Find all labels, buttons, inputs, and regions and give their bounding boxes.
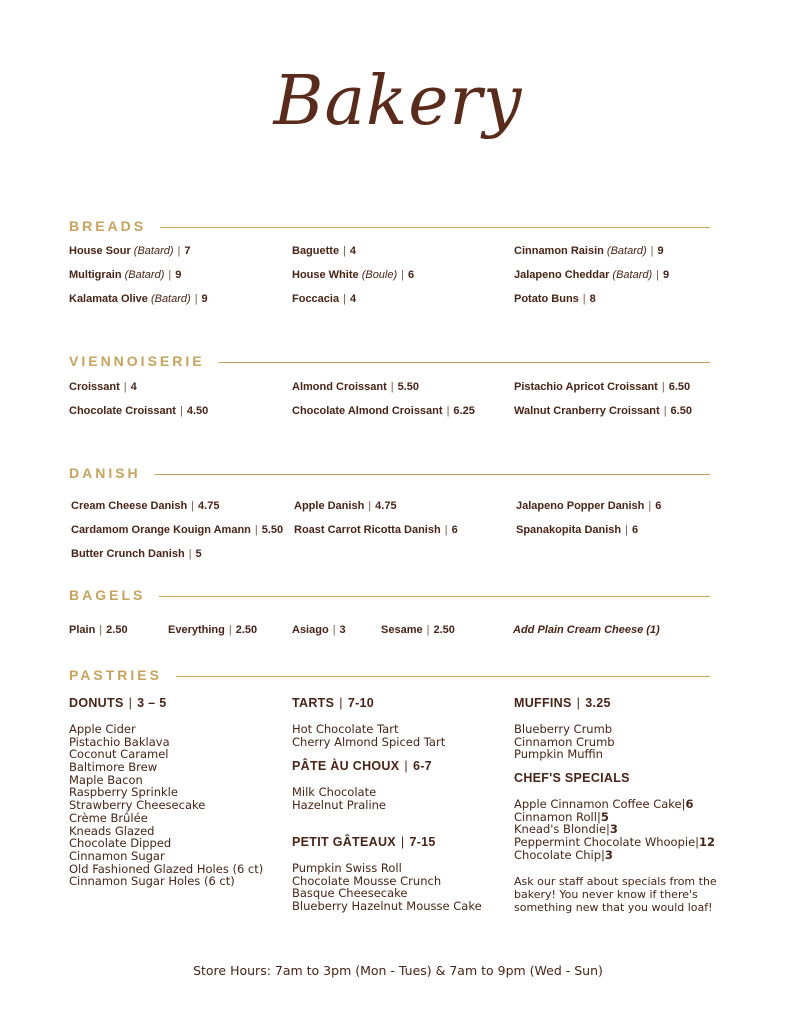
list-item: Hot Chocolate Tart [292,722,399,736]
list-item: Blueberry Crumb [514,722,613,736]
bagels-section-header [69,587,710,607]
donuts-subheading: DONUTS | 3 – 5 [69,696,167,710]
menu-item: Cinnamon Raisin (Batard) | 9 [514,245,664,257]
menu-item: Apple Danish | 4.75 [294,500,397,512]
menu-item: Multigrain (Batard) | 9 [69,269,182,281]
choux-list [292,786,386,811]
viennoiserie-section-header [69,353,710,373]
menu-item: Chocolate Almond Croissant | 6.25 [292,405,475,417]
specials-note: Ask our staff about specials from the bakery! You never know if there's something new that you would loaf! [514,875,717,914]
store-hours: Store Hours: 7am to 3pm (Mon - Tues) & 7am to 9pm (Wed - Sun) [193,963,603,978]
list-item: Maple Bacon [69,772,143,787]
list-item: Milk Chocolate [292,785,377,799]
list-item: Cinnamon Roll|5 [514,809,609,824]
list-item: Cinnamon Sugar [69,848,165,863]
list-item: Apple Cinnamon Coffee Cake|6 [514,797,694,811]
menu-item: Asiago | 3 [292,624,346,636]
pastries-section-header [69,667,710,687]
section-divider [69,474,710,475]
menu-item: Cardamom Orange Kouign Amann | 5.50 [71,524,284,536]
menu-item: Butter Crunch Danish | 5 [71,548,202,560]
tarts-list [292,723,445,748]
section-title: BREADS [69,218,160,234]
section-title: DANISH [69,465,155,481]
breads-section-header [69,218,710,238]
list-item: Hazelnut Praline [292,797,387,812]
list-item: Strawberry Cheesecake [69,798,206,813]
menu-item: Potato Buns | 8 [514,293,596,305]
menu-item: Jalapeno Popper Danish | 6 [516,500,662,512]
list-item: Old Fashioned Glazed Holes (6 ct) [69,861,264,876]
menu-item: Everything | 2.50 [168,624,258,636]
page-title: Bakery [273,62,523,141]
list-item: Pumpkin Muffin [514,747,603,762]
list-item: Coconut Caramel [69,747,169,762]
addon-note: Add Plain Cream Cheese (1) [513,624,660,636]
menu-item: House Sour (Batard) | 7 [69,245,191,257]
specials-subheading: CHEF'S SPECIALS [514,771,630,785]
menu-item: Sesame | 2.50 [381,624,455,636]
section-divider [69,227,710,228]
list-item: Chocolate Mousse Crunch [292,873,442,888]
list-item: Pumpkin Swiss Roll [292,861,402,875]
list-item: Cherry Almond Spiced Tart [292,734,446,749]
menu-item: Almond Croissant | 5.50 [292,381,420,393]
section-title: VIENNOISERIE [69,353,219,369]
list-item: Cinnamon Sugar Holes (6 ct) [69,874,235,889]
gateaux-subheading: PETIT GÂTEAUX | 7-15 [292,835,436,849]
menu-item: Kalamata Olive (Batard) | 9 [69,293,208,305]
list-item: Chocolate Chip|3 [514,847,613,862]
menu-item: Chocolate Croissant | 4.50 [69,405,209,417]
section-title: PASTRIES [69,667,176,683]
menu-item: Foccacia | 4 [292,293,357,305]
menu-item: Plain | 2.50 [69,624,128,636]
list-item: Baltimore Brew [69,760,158,775]
menu-item: Walnut Cranberry Croissant | 6.50 [514,405,692,417]
choux-subheading: PÂTE ÀU CHOUX | 6-7 [292,759,432,773]
gateaux-list [292,862,482,913]
list-item: Crème Brûlée [69,810,148,825]
list-item: Apple Cider [69,722,136,736]
list-item: Basque Cheesecake [292,886,408,901]
menu-item: Baguette | 4 [292,245,357,257]
list-item: Kneads Glazed [69,823,155,838]
list-item: Raspberry Sprinkle [69,785,178,800]
list-item: Chocolate Dipped [69,836,172,851]
donuts-list [69,723,263,888]
section-title: BAGELS [69,587,159,603]
muffins-list [514,723,615,761]
tarts-subheading: TARTS | 7-10 [292,696,375,710]
menu-item: Croissant | 4 [69,381,137,393]
menu-item: House White (Boule) | 6 [292,269,415,281]
list-item: Blueberry Hazelnut Mousse Cake [292,899,482,914]
danish-section-header [69,465,710,485]
list-item: Peppermint Chocolate Whoopie|12 [514,835,716,850]
list-item: Knead's Blondie|3 [514,822,618,837]
list-item: Pistachio Baklava [69,734,170,749]
menu-item: Jalapeno Cheddar (Batard) | 9 [514,269,670,281]
menu-item: Pistachio Apricot Croissant | 6.50 [514,381,691,393]
muffins-subheading: MUFFINS | 3.25 [514,696,611,710]
section-divider [69,596,710,597]
list-item: Cinnamon Crumb [514,734,615,749]
specials-list [514,798,715,861]
menu-item: Roast Carrot Ricotta Danish | 6 [294,524,458,536]
menu-item: Cream Cheese Danish | 4.75 [71,500,220,512]
menu-item: Spanakopita Danish | 6 [516,524,639,536]
